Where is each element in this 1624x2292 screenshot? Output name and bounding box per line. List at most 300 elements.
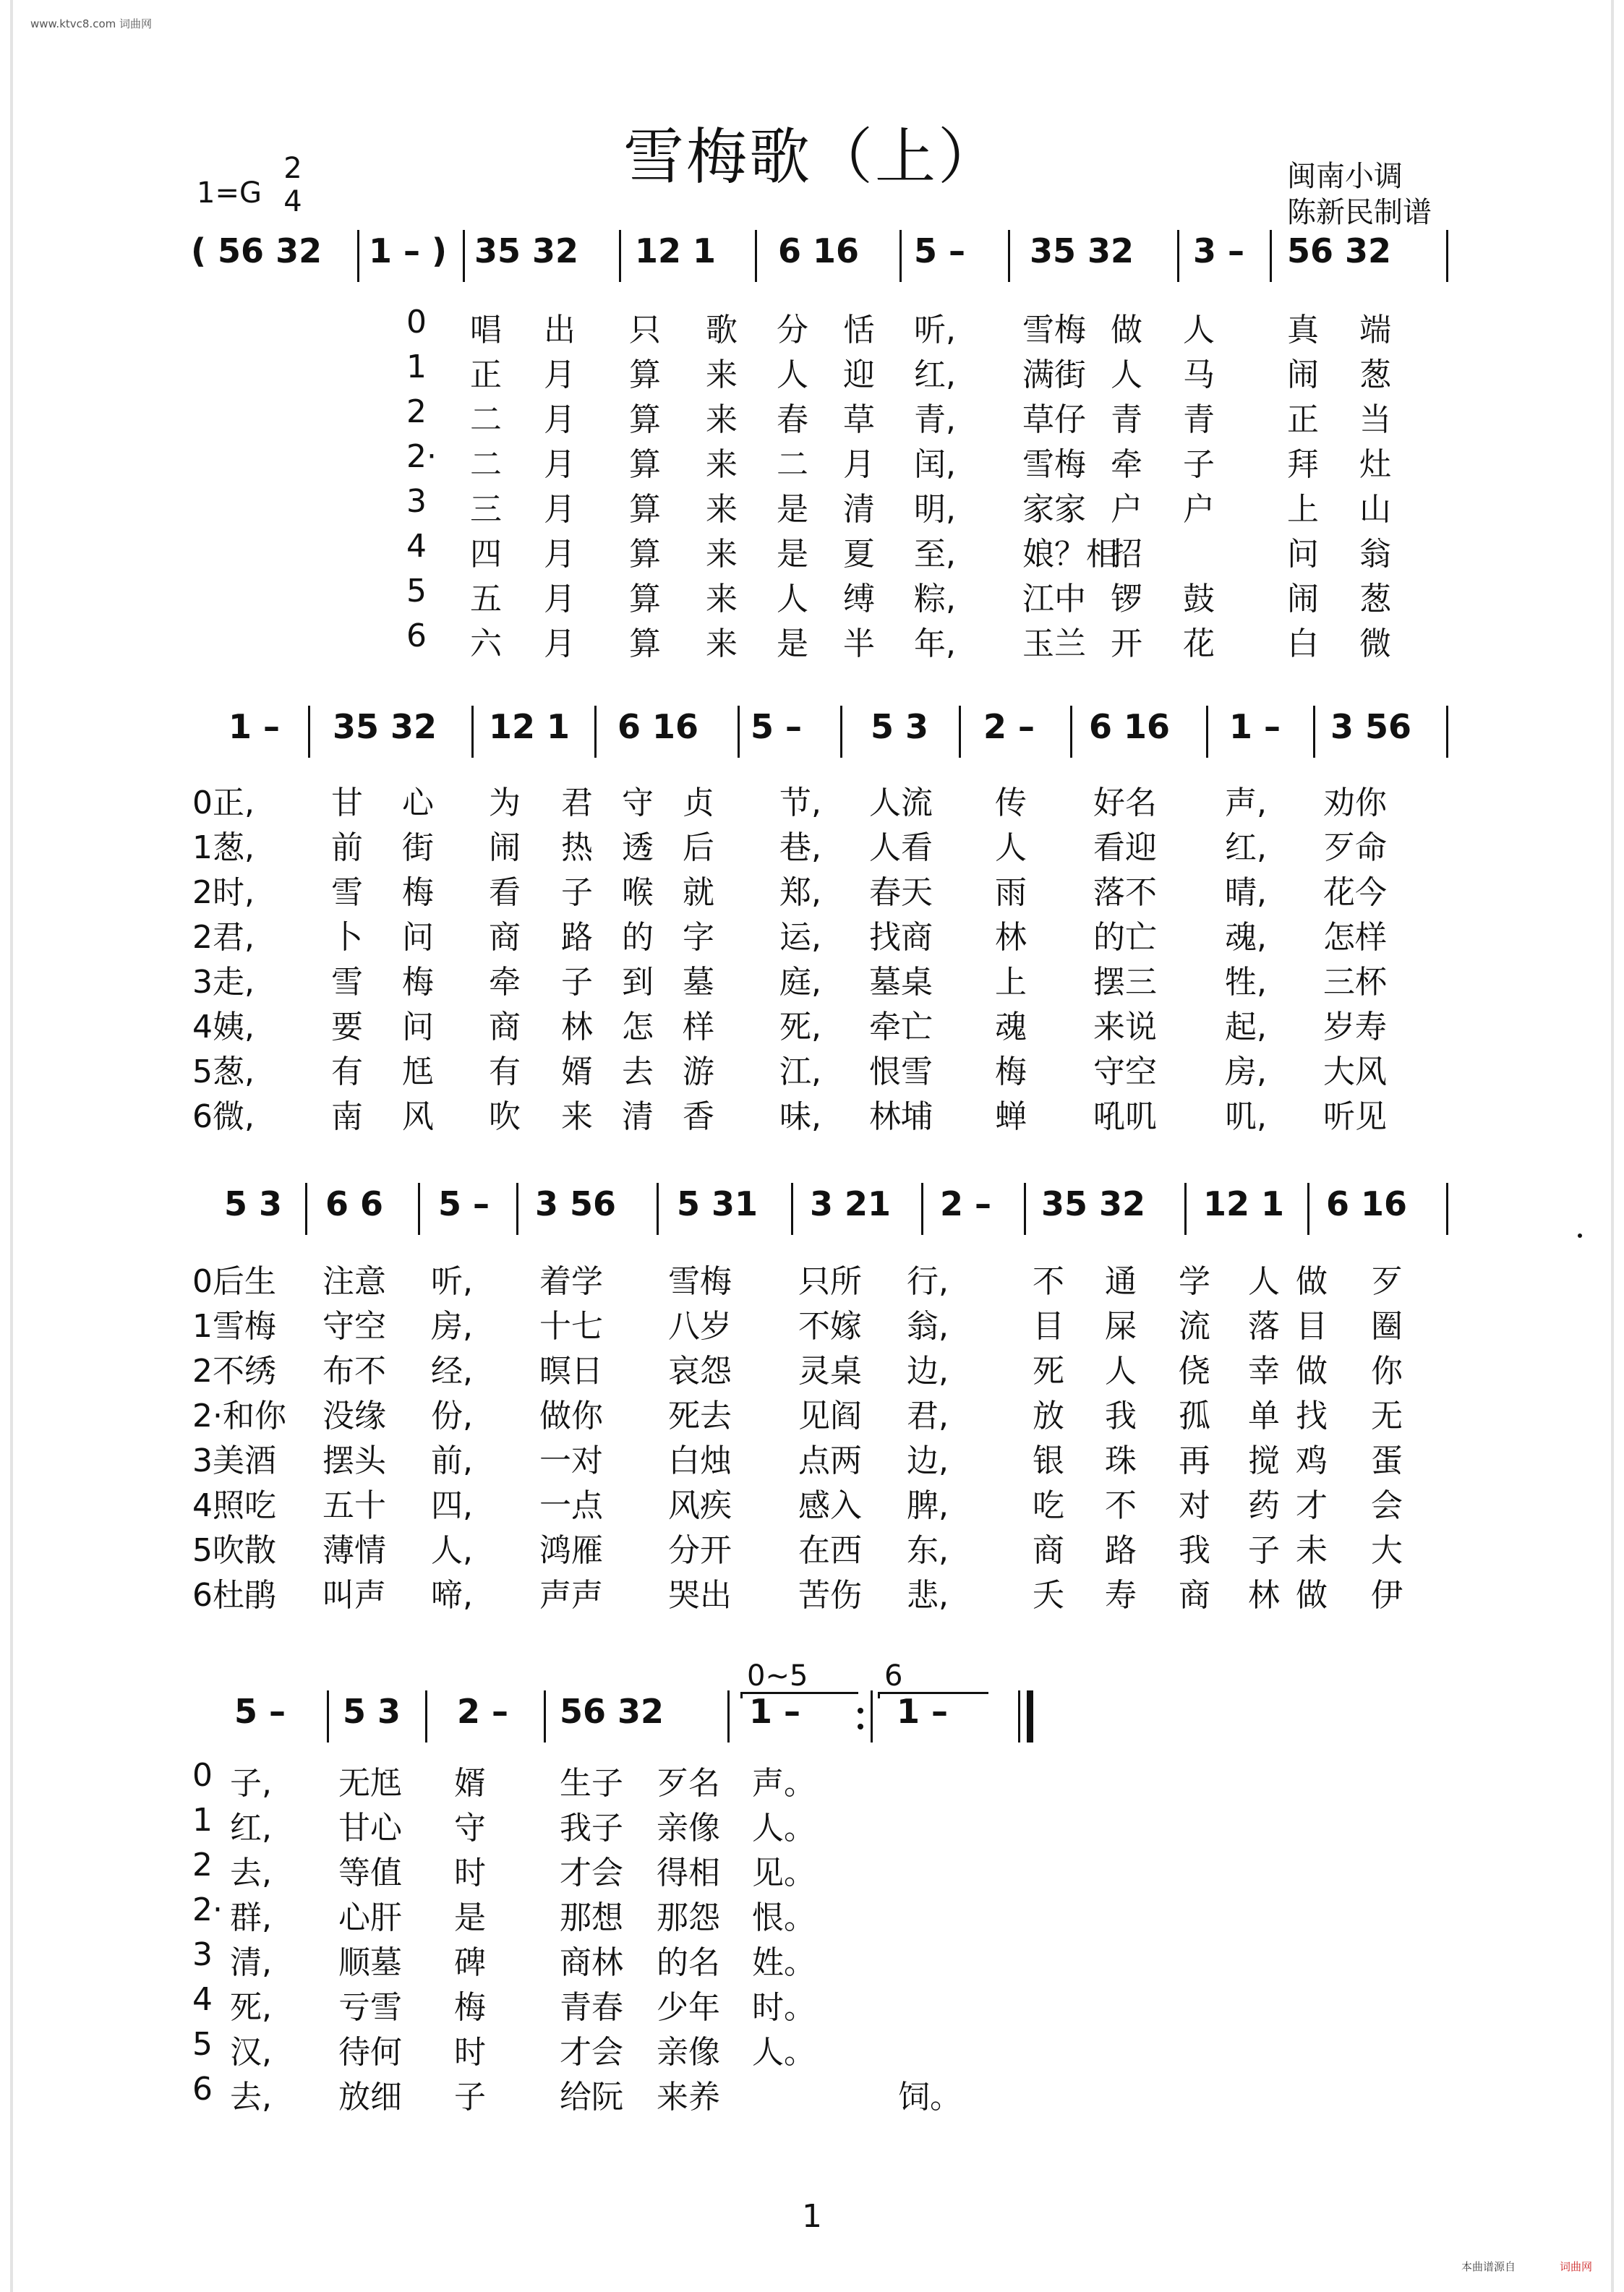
lyric-syllable: 做 bbox=[1296, 1353, 1328, 1390]
lyric-syllable: 白 bbox=[1287, 625, 1319, 662]
lyric-syllable: 只所 bbox=[798, 1263, 862, 1300]
lyric-syllable: 叫声 bbox=[322, 1577, 386, 1614]
barline bbox=[544, 1690, 546, 1742]
lyric-syllable: 年, bbox=[914, 625, 956, 662]
lyric-syllable: 算 bbox=[629, 446, 661, 483]
lyric-syllable: 正 bbox=[1287, 401, 1319, 438]
lyric-syllable: 3 bbox=[406, 483, 427, 520]
lyric-syllable: 待何 bbox=[338, 2034, 402, 2071]
lyric-syllable: 声。 bbox=[752, 1765, 816, 1802]
lyric-syllable: 0 bbox=[406, 304, 427, 341]
lyric-syllable: 雪梅 bbox=[1022, 312, 1086, 348]
lyric-syllable: 找商 bbox=[869, 919, 933, 956]
lyric-syllable: 游 bbox=[683, 1053, 714, 1090]
lyric-syllable: 群, bbox=[230, 1899, 272, 1936]
lyric-syllable: 热 bbox=[561, 829, 593, 866]
lyric-syllable: 招 bbox=[1111, 536, 1142, 573]
lyric-syllable: 吼叽 bbox=[1093, 1098, 1157, 1135]
measure: 1 – bbox=[1229, 707, 1281, 746]
measure: 3 56 bbox=[1330, 707, 1412, 746]
lyric-syllable: 春天 bbox=[869, 874, 933, 911]
lyric-syllable: 恬 bbox=[843, 312, 875, 348]
lyric-syllable: 八岁 bbox=[668, 1308, 732, 1345]
lyric-syllable: 才会 bbox=[560, 2034, 623, 2071]
time-signature-bottom: 4 bbox=[283, 185, 302, 218]
lyric-syllable: 听, bbox=[431, 1263, 473, 1300]
lyric-syllable: 会 bbox=[1371, 1487, 1403, 1524]
lyric-syllable: 暝日 bbox=[539, 1353, 603, 1390]
barline bbox=[305, 1183, 307, 1235]
lyric-syllable: 晴, bbox=[1225, 874, 1267, 911]
lyric-syllable: 等值 bbox=[338, 1855, 402, 1891]
lyric-syllable: 春 bbox=[777, 401, 808, 438]
lyric-syllable: 未 bbox=[1296, 1532, 1328, 1569]
lyric-syllable: 二 bbox=[470, 446, 502, 483]
lyric-syllable: 学 bbox=[1179, 1263, 1210, 1300]
lyric-syllable: 有 bbox=[489, 1053, 521, 1090]
lyric-syllable: 雪梅 bbox=[1022, 446, 1086, 483]
page-number: 1 bbox=[802, 2198, 822, 2235]
lyric-syllable: 路 bbox=[561, 919, 593, 956]
staff-system-1 bbox=[188, 230, 1461, 288]
lyric-syllable: 青 bbox=[1111, 401, 1142, 438]
lyric-syllable: 汉, bbox=[230, 2034, 272, 2071]
lyric-syllable: 商 bbox=[1179, 1577, 1210, 1614]
lyric-syllable: 唱 bbox=[470, 312, 502, 348]
lyric-syllable: 0正, bbox=[192, 784, 255, 821]
lyric-syllable: 圈 bbox=[1371, 1308, 1403, 1345]
lyric-syllable: 2 bbox=[192, 1847, 213, 1883]
lyric-syllable: 上 bbox=[1287, 491, 1319, 528]
lyric-syllable: 葱 bbox=[1359, 581, 1391, 617]
lyric-syllable: 婿 bbox=[454, 1765, 486, 1802]
lyric-syllable: 劝你 bbox=[1323, 784, 1387, 821]
lyric-syllable: 2君, bbox=[192, 919, 255, 956]
lyric-syllable: 三杯 bbox=[1323, 964, 1387, 1001]
lyric-syllable: 巷, bbox=[779, 829, 821, 866]
lyric-syllable: 大 bbox=[1371, 1532, 1403, 1569]
lyric-syllable: 透 bbox=[622, 829, 654, 866]
lyric-syllable: 时 bbox=[454, 2034, 486, 2071]
lyric-syllable: 灶 bbox=[1359, 446, 1391, 483]
measure: 2 – bbox=[457, 1692, 509, 1731]
barline bbox=[959, 706, 961, 758]
lyric-syllable: 翁, bbox=[907, 1308, 949, 1345]
lyric-syllable: 问 bbox=[1287, 536, 1319, 573]
lyric-syllable: 是 bbox=[777, 491, 808, 528]
lyric-syllable: 玉兰 bbox=[1022, 625, 1086, 662]
lyric-syllable: 郑, bbox=[779, 874, 821, 911]
lyric-syllable: 甘心 bbox=[338, 1810, 402, 1847]
lyric-syllable: 人。 bbox=[752, 2034, 816, 2071]
lyric-syllable: 十七 bbox=[539, 1308, 603, 1345]
lyric-syllable: 守 bbox=[622, 784, 654, 821]
lyric-syllable: 给阮 bbox=[560, 2079, 623, 2116]
lyric-syllable: 生子 bbox=[560, 1765, 623, 1802]
lyric-syllable: 开 bbox=[1111, 625, 1142, 662]
lyric-syllable: 人 bbox=[1183, 312, 1215, 348]
lyric-syllable: 1雪梅 bbox=[192, 1308, 276, 1345]
lyric-syllable: 少年 bbox=[657, 1989, 720, 2026]
lyric-syllable: 牵 bbox=[1111, 446, 1142, 483]
lyric-syllable: 吃 bbox=[1033, 1487, 1064, 1524]
lyric-syllable: 2· bbox=[192, 1891, 223, 1928]
lyric-syllable: 大风 bbox=[1323, 1053, 1387, 1090]
lyric-syllable: 户 bbox=[1111, 491, 1142, 528]
lyric-syllable: 见。 bbox=[752, 1855, 816, 1891]
lyric-syllable: 珠 bbox=[1105, 1442, 1137, 1479]
lyric-syllable: 经, bbox=[431, 1353, 473, 1390]
lyric-syllable: 牲, bbox=[1225, 964, 1267, 1001]
lyric-syllable: 分 bbox=[777, 312, 808, 348]
lyric-syllable: 算 bbox=[629, 581, 661, 617]
measure: 35 32 bbox=[1041, 1184, 1146, 1223]
lyric-syllable: 悲, bbox=[907, 1577, 949, 1614]
lyric-syllable: 见阎 bbox=[798, 1398, 862, 1434]
lyric-syllable: 4 bbox=[406, 528, 427, 565]
style-label: 闽南小调 bbox=[1287, 160, 1403, 193]
time-signature-top: 2 bbox=[283, 152, 302, 185]
barline bbox=[327, 1690, 329, 1742]
lyric-syllable: 贞 bbox=[683, 784, 714, 821]
lyric-syllable: 花今 bbox=[1323, 874, 1387, 911]
lyric-syllable: 去 bbox=[622, 1053, 654, 1090]
measure: 12 1 bbox=[489, 707, 570, 746]
lyric-syllable: 怎样 bbox=[1323, 919, 1387, 956]
lyric-syllable: 到 bbox=[622, 964, 654, 1001]
barline bbox=[738, 706, 740, 758]
measure: 5 – bbox=[751, 707, 803, 746]
lyric-syllable: 算 bbox=[629, 491, 661, 528]
lyric-syllable: 的 bbox=[622, 919, 654, 956]
barline bbox=[899, 230, 902, 282]
barline bbox=[1307, 1183, 1309, 1235]
lyric-syllable: 放细 bbox=[338, 2079, 402, 2116]
measure: 5 3 bbox=[224, 1184, 283, 1223]
lyric-syllable: 上 bbox=[995, 964, 1027, 1001]
lyric-syllable: 字 bbox=[683, 919, 714, 956]
lyric-syllable: 2不绣 bbox=[192, 1353, 276, 1390]
lyric-syllable: 六 bbox=[470, 625, 502, 662]
lyric-syllable: 着学 bbox=[539, 1263, 603, 1300]
lyric-syllable: 算 bbox=[629, 356, 661, 393]
lyric-syllable: 月 bbox=[843, 446, 875, 483]
lyric-syllable: 来说 bbox=[1093, 1009, 1157, 1045]
lyric-syllable: 6杜鹃 bbox=[192, 1577, 276, 1614]
lyric-syllable: 花 bbox=[1183, 625, 1215, 662]
lyric-syllable: 来 bbox=[706, 401, 738, 438]
lyric-syllable: 搅 bbox=[1248, 1442, 1280, 1479]
lyric-syllable: 夏 bbox=[843, 536, 875, 573]
lyric-syllable: 喉 bbox=[622, 874, 654, 911]
lyric-syllable: 4照吃 bbox=[192, 1487, 276, 1524]
lyric-syllable: 看迎 bbox=[1093, 829, 1157, 866]
repeat-sign bbox=[855, 1695, 865, 1741]
barline bbox=[1177, 230, 1179, 282]
measure: 3 56 bbox=[535, 1184, 617, 1223]
lyric-syllable: 来 bbox=[706, 625, 738, 662]
lyric-syllable: 单 bbox=[1248, 1398, 1280, 1434]
staff-system-3 bbox=[188, 1183, 1461, 1241]
stray-dot bbox=[1578, 1233, 1582, 1238]
lyric-syllable: 落不 bbox=[1093, 874, 1157, 911]
lyric-syllable: 哀怨 bbox=[668, 1353, 732, 1390]
lyric-syllable: 才 bbox=[1296, 1487, 1328, 1524]
lyric-syllable: 0 bbox=[192, 1757, 213, 1794]
lyric-syllable: 一点 bbox=[539, 1487, 603, 1524]
lyric-syllable: 好名 bbox=[1093, 784, 1157, 821]
lyric-syllable: 青春 bbox=[560, 1989, 623, 2026]
measure: 5 – bbox=[914, 231, 966, 270]
lyric-syllable: 白烛 bbox=[668, 1442, 732, 1479]
lyric-syllable: 哭出 bbox=[668, 1577, 732, 1614]
lyric-syllable: 人 bbox=[777, 581, 808, 617]
lyric-syllable: 锣 bbox=[1111, 581, 1142, 617]
lyric-syllable: 房, bbox=[431, 1308, 473, 1345]
lyric-syllable: 为 bbox=[489, 784, 521, 821]
lyric-syllable: 时。 bbox=[752, 1989, 816, 2026]
lyric-syllable: 街 bbox=[402, 829, 434, 866]
lyric-syllable: 来 bbox=[706, 356, 738, 393]
measure: 35 32 bbox=[1030, 231, 1134, 270]
lyric-syllable: 1 bbox=[406, 348, 427, 385]
lyric-syllable: 守 bbox=[454, 1810, 486, 1847]
barline bbox=[425, 1690, 427, 1742]
lyric-syllable: 落 bbox=[1248, 1308, 1280, 1345]
measure: 12 1 bbox=[635, 231, 717, 270]
lyric-syllable: 墓桌 bbox=[869, 964, 933, 1001]
lyric-syllable: 缚 bbox=[843, 581, 875, 617]
measure: 3 21 bbox=[810, 1184, 892, 1223]
lyric-syllable: 青, bbox=[914, 401, 956, 438]
barline bbox=[516, 1183, 518, 1235]
barline bbox=[1008, 230, 1010, 282]
lyric-syllable: 房, bbox=[1225, 1053, 1267, 1090]
lyric-syllable: 没缘 bbox=[322, 1398, 386, 1434]
lyric-syllable: 闹 bbox=[1287, 581, 1319, 617]
lyric-syllable: 在西 bbox=[798, 1532, 862, 1569]
lyric-syllable: 恨雪 bbox=[869, 1053, 933, 1090]
lyric-syllable: 注意 bbox=[322, 1263, 386, 1300]
lyric-syllable: 子 bbox=[561, 964, 593, 1001]
lyric-syllable: 五十 bbox=[322, 1487, 386, 1524]
lyric-syllable: 行, bbox=[907, 1263, 949, 1300]
lyric-syllable: 月 bbox=[544, 536, 576, 573]
lyric-syllable: 声声 bbox=[539, 1577, 603, 1614]
lyric-syllable: 清 bbox=[622, 1098, 654, 1135]
lyric-syllable: 布不 bbox=[322, 1353, 386, 1390]
lyric-syllable: 才会 bbox=[560, 1855, 623, 1891]
lyric-syllable: 算 bbox=[629, 625, 661, 662]
barline bbox=[471, 706, 474, 758]
measure: 2 – bbox=[940, 1184, 992, 1223]
watermark-source-label: 本曲谱源自 bbox=[1461, 2260, 1516, 2273]
lyric-syllable: 二 bbox=[470, 401, 502, 438]
lyric-syllable: 我 bbox=[1179, 1532, 1210, 1569]
lyric-syllable: 起, bbox=[1225, 1009, 1267, 1045]
lyric-syllable: 死, bbox=[230, 1989, 272, 2026]
lyric-syllable: 梅 bbox=[995, 1053, 1027, 1090]
lyric-syllable: 五 bbox=[470, 581, 502, 617]
arranger-credit: 陈新民制谱 bbox=[1287, 196, 1432, 229]
measure: 1 – bbox=[897, 1692, 949, 1731]
lyric-syllable: 传 bbox=[995, 784, 1027, 821]
lyric-syllable: 2·和你 bbox=[192, 1398, 286, 1434]
lyric-syllable: 放 bbox=[1033, 1398, 1064, 1434]
lyric-syllable: 人 bbox=[1105, 1353, 1137, 1390]
lyric-syllable: 5吹散 bbox=[192, 1532, 276, 1569]
lyric-syllable: 3 bbox=[192, 1936, 213, 1973]
lyric-syllable: 甘 bbox=[331, 784, 363, 821]
measure: 1 – bbox=[749, 1692, 801, 1731]
lyric-syllable: 侥 bbox=[1179, 1353, 1210, 1390]
measure: 5 – bbox=[438, 1184, 490, 1223]
lyric-syllable: 心肝 bbox=[338, 1899, 402, 1936]
lyric-syllable: 尪 bbox=[402, 1053, 434, 1090]
barline bbox=[727, 1690, 730, 1742]
lyric-syllable: 至, bbox=[914, 536, 956, 573]
lyric-syllable: 草仔 bbox=[1022, 401, 1086, 438]
measure: 6 16 bbox=[617, 707, 699, 746]
lyric-syllable: 算 bbox=[629, 536, 661, 573]
measure: 35 32 bbox=[474, 231, 579, 270]
lyric-syllable: 4姨, bbox=[192, 1009, 255, 1045]
measure: 2 – bbox=[983, 707, 1035, 746]
final-barline bbox=[1027, 1690, 1033, 1742]
lyric-syllable: 顺墓 bbox=[338, 1944, 402, 1981]
lyric-syllable: 算 bbox=[629, 401, 661, 438]
measure: 6 16 bbox=[1326, 1184, 1408, 1223]
lyric-syllable: 雪 bbox=[331, 874, 363, 911]
lyric-syllable: 闹 bbox=[1287, 356, 1319, 393]
lyric-syllable: 去, bbox=[230, 2079, 272, 2116]
barline bbox=[1018, 1690, 1020, 1742]
lyric-syllable: 3走, bbox=[192, 964, 255, 1001]
lyric-syllable: 牵 bbox=[489, 964, 521, 1001]
barline bbox=[1313, 706, 1315, 758]
lyric-syllable: 味, bbox=[779, 1098, 821, 1135]
lyric-syllable: 是 bbox=[454, 1899, 486, 1936]
barline bbox=[1206, 706, 1208, 758]
lyric-syllable: 死去 bbox=[668, 1398, 732, 1434]
lyric-syllable: 寿 bbox=[1105, 1577, 1137, 1614]
lyric-syllable: 鸿雁 bbox=[539, 1532, 603, 1569]
lyric-syllable: 来养 bbox=[657, 2079, 720, 2116]
lyric-syllable: 节, bbox=[779, 784, 821, 821]
lyric-syllable: 苦伤 bbox=[798, 1577, 862, 1614]
lyric-syllable: 红, bbox=[1225, 829, 1267, 866]
lyric-syllable: 三 bbox=[470, 491, 502, 528]
lyric-syllable: 叽, bbox=[1225, 1098, 1267, 1135]
lyric-syllable: 做 bbox=[1296, 1263, 1328, 1300]
lyric-syllable: 户 bbox=[1183, 491, 1215, 528]
lyric-syllable: 蛋 bbox=[1371, 1442, 1403, 1479]
lyric-syllable: 风疾 bbox=[668, 1487, 732, 1524]
lyric-syllable: 牵亡 bbox=[869, 1009, 933, 1045]
lyric-syllable: 庭, bbox=[779, 964, 821, 1001]
barline bbox=[657, 1183, 659, 1235]
lyric-syllable: 歹命 bbox=[1323, 829, 1387, 866]
lyric-syllable: 歌 bbox=[706, 312, 738, 348]
volta-label-1: 0~5 bbox=[747, 1659, 808, 1693]
lyric-syllable: 死, bbox=[779, 1009, 821, 1045]
right-page-edge bbox=[1611, 0, 1614, 2292]
lyric-syllable: 一对 bbox=[539, 1442, 603, 1479]
lyric-syllable: 姓。 bbox=[752, 1944, 816, 1981]
lyric-syllable: 3美酒 bbox=[192, 1442, 276, 1479]
lyric-syllable: 鸡 bbox=[1296, 1442, 1328, 1479]
lyric-syllable: 恨。 bbox=[752, 1899, 816, 1936]
lyric-syllable: 死 bbox=[1033, 1353, 1064, 1390]
measure: 5 – bbox=[234, 1692, 286, 1731]
lyric-syllable: 怎 bbox=[622, 1009, 654, 1045]
lyric-syllable: 梅 bbox=[402, 964, 434, 1001]
lyric-syllable: 月 bbox=[544, 581, 576, 617]
lyric-syllable: 亲像 bbox=[657, 1810, 720, 1847]
lyric-syllable: 1葱, bbox=[192, 829, 255, 866]
lyric-syllable: 雪梅 bbox=[668, 1263, 732, 1300]
barline bbox=[1270, 230, 1272, 282]
lyric-syllable: 风 bbox=[402, 1098, 434, 1135]
measure: 56 32 bbox=[560, 1692, 664, 1731]
lyric-syllable: 商 bbox=[489, 1009, 521, 1045]
lyric-syllable: 婿 bbox=[561, 1053, 593, 1090]
lyric-syllable: 薄情 bbox=[322, 1532, 386, 1569]
lyric-syllable: 只 bbox=[629, 312, 661, 348]
lyric-syllable: 要 bbox=[331, 1009, 363, 1045]
lyric-syllable: 2时, bbox=[192, 874, 255, 911]
lyric-syllable: 月 bbox=[544, 356, 576, 393]
lyric-syllable: 灵桌 bbox=[798, 1353, 862, 1390]
lyric-syllable: 饲。 bbox=[898, 2079, 962, 2116]
lyric-syllable: 1 bbox=[192, 1802, 213, 1839]
lyric-syllable: 迎 bbox=[843, 356, 875, 393]
lyric-syllable: 再 bbox=[1179, 1442, 1210, 1479]
lyric-syllable: 满街 bbox=[1022, 356, 1086, 393]
key-signature: 1=G bbox=[197, 176, 262, 210]
lyric-syllable: 魂 bbox=[995, 1009, 1027, 1045]
lyric-syllable: 的名 bbox=[657, 1944, 720, 1981]
lyric-syllable: 点两 bbox=[798, 1442, 862, 1479]
lyric-syllable: 目 bbox=[1033, 1308, 1064, 1345]
song-title: 雪梅歌（上） bbox=[623, 121, 1001, 192]
measure: 12 1 bbox=[1203, 1184, 1285, 1223]
lyric-syllable: 不 bbox=[1105, 1487, 1137, 1524]
lyric-syllable: 的亡 bbox=[1093, 919, 1157, 956]
lyric-syllable: 心 bbox=[402, 784, 434, 821]
lyric-syllable: 雪 bbox=[331, 964, 363, 1001]
lyric-syllable: 来 bbox=[706, 536, 738, 573]
lyric-syllable: 后 bbox=[683, 829, 714, 866]
lyric-syllable: 看 bbox=[489, 874, 521, 911]
lyric-syllable: 清, bbox=[230, 1944, 272, 1981]
lyric-syllable: 是 bbox=[777, 536, 808, 573]
measure: 1 – bbox=[228, 707, 281, 746]
lyric-syllable: 葱 bbox=[1359, 356, 1391, 393]
lyric-syllable: 5葱, bbox=[192, 1053, 255, 1090]
lyric-syllable: 来 bbox=[706, 491, 738, 528]
staff-system-4 bbox=[188, 1659, 1461, 1748]
lyric-syllable: 翁 bbox=[1359, 536, 1391, 573]
site-label: www.ktvc8.com 词曲网 bbox=[30, 17, 153, 30]
lyric-syllable: 守空 bbox=[322, 1308, 386, 1345]
lyric-syllable: 声, bbox=[1225, 784, 1267, 821]
lyric-syllable: 听见 bbox=[1323, 1098, 1387, 1135]
lyric-syllable: 子, bbox=[230, 1765, 272, 1802]
lyric-syllable: 出 bbox=[544, 312, 576, 348]
barline bbox=[791, 1183, 793, 1235]
lyric-syllable: 半 bbox=[843, 625, 875, 662]
